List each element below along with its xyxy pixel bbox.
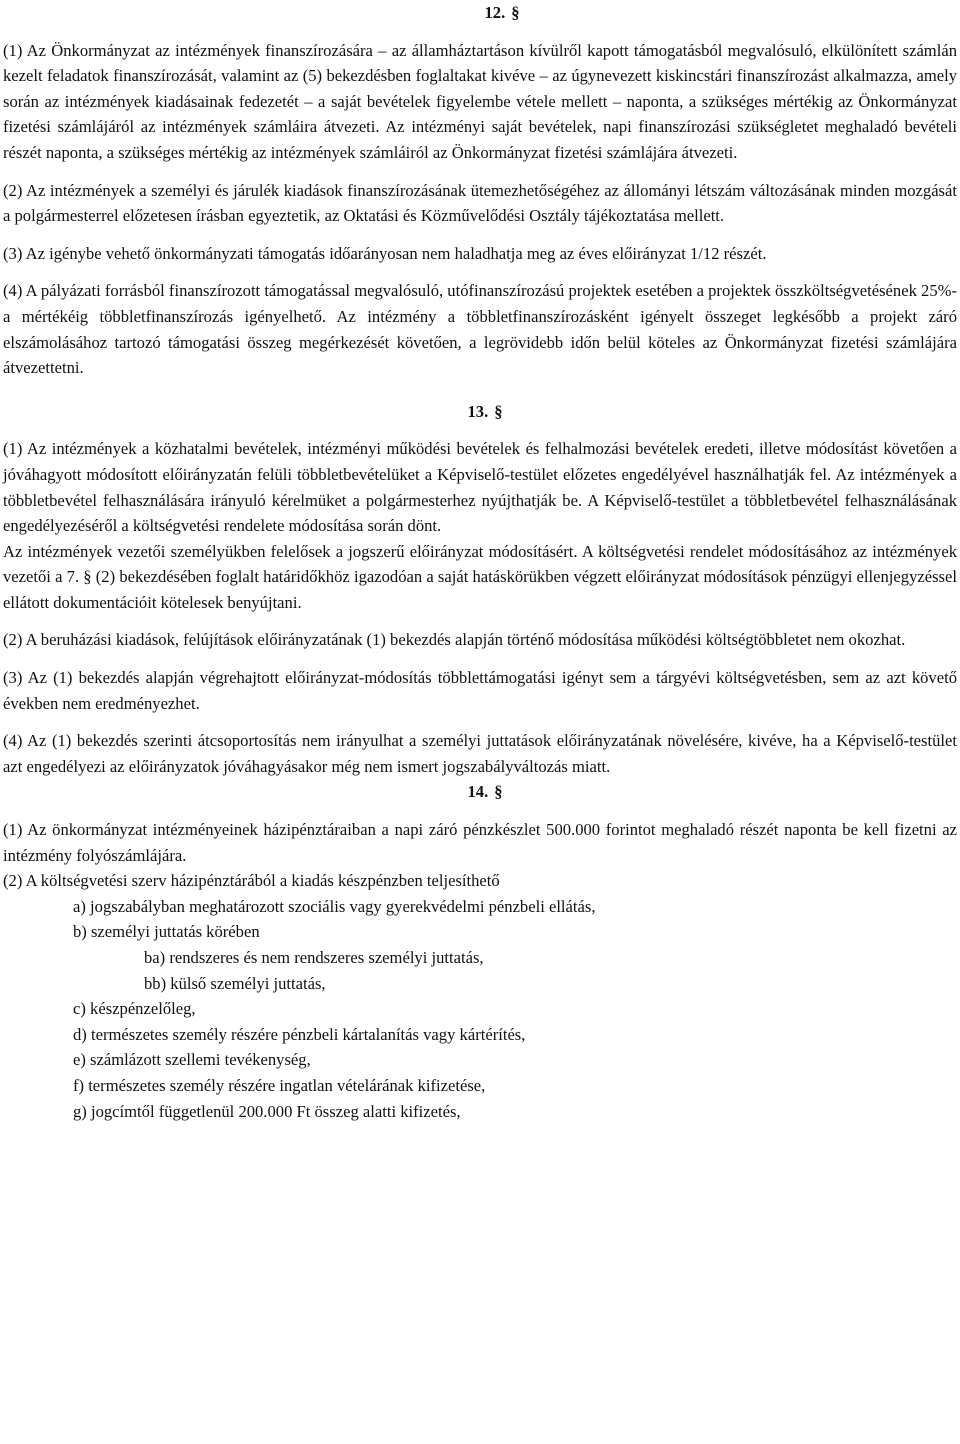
section-12-heading (3, 0, 957, 26)
section-14-paragraph-2: (2) A költségvetési szerv házipénztárából a kiadás készpénzben teljesíthető (3, 871, 500, 891)
section-13-number: 13. (467, 401, 489, 421)
section-14-heading (3, 779, 957, 805)
section-14-number: 14. (467, 782, 489, 802)
list-item: c) készpénzelőleg, (73, 999, 196, 1019)
section-12-number: 12. (484, 3, 506, 22)
list-item: f) természetes személy részére ingatlan vételárának kifizetése, (73, 1075, 486, 1095)
list-item: ba) rendszeres és nem rendszeres személyi juttatás, (144, 948, 484, 967)
document-page (3, 0, 957, 1124)
section-13-paragraph-4: (4) Az (1) bekezdés szerinti átcsoportosítás nem irányulhat a személyi juttatások előirányzatának növelésére, kivéve, ha a Képviselő-testület azt engedélyezi az előirányzatok jóváhagyásakor még nem ismert jogszabályváltozás miatt. (3, 731, 957, 776)
section-13-paragraph-1-continued: Az intézmények vezetői személyükben felelősek a jogszerű előirányzat módosításért. A költségvetési rendelet módosításához az intézmények vezetői a 7. § (2) bekezdésében foglalt határidőkhöz igazodóan a saját hatáskörükben végzett előirányzat módosítások pénzügyi ellenjegyzéssel ellátott dokumentációit kötelesek benyújtani. (3, 541, 957, 612)
section-sign: § (494, 782, 503, 802)
list-item: d) természetes személy részére pénzbeli kártalanítás vagy kártérítés, (73, 1024, 526, 1044)
section-sign: § (511, 3, 520, 22)
list-item: g) jogcímtől függetlenül 200.000 Ft összeg alatti kifizetés, (73, 1101, 461, 1121)
section-13-heading (3, 399, 957, 425)
section-sign: § (494, 401, 503, 421)
section-12-paragraph-3: (3) Az igénybe vehető önkormányzati támogatás időarányosan nem haladhatja meg az éves előirányzat 1/12 részét. (3, 243, 767, 263)
section-14-paragraph-1: (1) Az önkormányzat intézményeinek házipénztáraiban a napi záró pénzkészlet 500.000 forintot meghaladó részét naponta be kell fizetni az intézmény folyószámlájára. (3, 820, 957, 865)
section-13-paragraph-3: (3) Az (1) bekezdés alapján végrehajtott előirányzat-módosítás többlettámogatási igényt sem a tárgyévi költségvetésben, sem az azt követő években nem eredményezhet. (3, 668, 957, 713)
list-item: bb) külső személyi juttatás, (144, 973, 326, 993)
list-item: a) jogszabályban meghatározott szociális vagy gyerekvédelmi pénzbeli ellátás, (73, 896, 596, 916)
list-item: b) személyi juttatás körében (73, 922, 260, 942)
section-12-paragraph-4: (4) A pályázati forrásból finanszírozott támogatással megvalósuló, utófinanszírozású projektek esetében a projektek összköltségvetésének 25%-a mértékéig többletfinanszírozás igényelhető. Az intézmény a többletfinanszírozásként igényelt összeget legkésőbb a projekt záró elszámolásához tartozó támogatási összeg megérkezését követően, a legrövidebb időn belül köteles az Önkormányzat fizetési számlájára átvezettetni. (3, 281, 957, 378)
section-12-paragraph-1: (1) Az Önkormányzat az intézmények finanszírozására – az államháztartáson kívülről kapott támogatásból megvalósuló, elkülönített számlán kezelt feladatok finanszírozását, valamint az (5) bekezdésben foglaltakat kivéve – az úgynevezett kiskincstári finanszírozást alkalmazza, amely során az intézmények kiadásainak fedezetét – a saját bevételek figyelembe vétele mellett – naponta, a szükséges mértékig az Önkormányzat fizetési számlájáról az intézmények számláira átvezeti. Az intézményi saját bevételek, napi finanszírozási szükségletet meghaladó bevételi részét naponta, a szükséges mértékig az intézmények számláiról az Önkormányzat fizetési számlájára átvezeti. (3, 40, 957, 162)
list-item: e) számlázott szellemi tevékenység, (73, 1050, 311, 1070)
section-12-paragraph-2: (2) Az intézmények a személyi és járulék kiadások finanszírozásának ütemezhetőségéhez az állományi létszám változásának minden mozgását a polgármesterrel előzetesen írásban egyeztetik, az Oktatási és Közművelődési Osztály tájékoztatása mellett. (3, 180, 957, 226)
section-13-paragraph-1: (1) Az intézmények a közhatalmi bevételek, intézményi működési bevételek és felhalmozási bevételek eredeti, illetve módosítást követően a jóváhagyott módosított előirányzatán felüli többletbevételüket a Képviselő-testület előzetes engedélyével használhatják fel. Az intézmények a többletbevétel felhasználására irányuló kérelmüket a polgármesterhez nyújthatják be. A Képviselő-testület a többletbevétel felhasználásának engedélyezéséről a költségvetési rendelete módosítása során dönt. (3, 439, 957, 536)
section-13-paragraph-2: (2) A beruházási kiadások, felújítások előirányzatának (1) bekezdés alapján történő módosítása működési költségtöbbletet nem okozhat. (3, 630, 906, 650)
section-14-list (3, 894, 957, 1124)
